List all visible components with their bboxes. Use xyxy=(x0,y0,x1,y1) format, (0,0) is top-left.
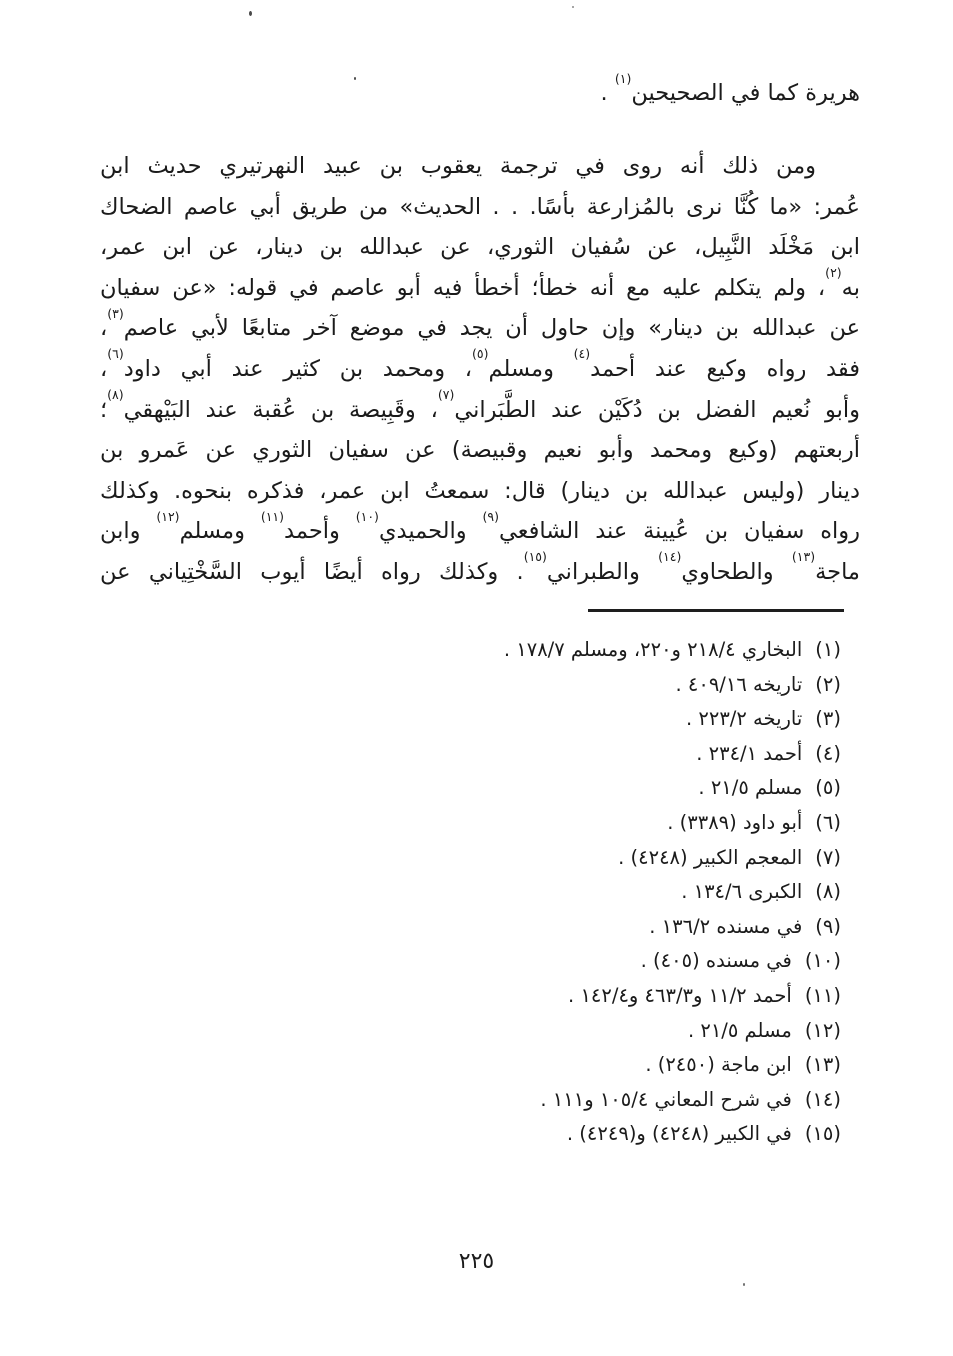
footnote-marker: (١٥) xyxy=(804,1122,841,1146)
text-line: وأبو نُعيم الفضل بن دُكَيْن عند الطَّبَراني$^{(٧)}$، وقَبِيصة بن عُقبة عند البَيْهقي$^{(٨)}$؛ xyxy=(100,387,860,423)
text-line: فقد رواه وكيع عند أحمد$^{(٤)}$ ومسلم$^{(٥)}$، ومحمد بن كثير عند أبي داود$^{(٦)}$، xyxy=(100,346,861,382)
footnote-ref: (١٢) xyxy=(156,508,180,524)
footnote-row xyxy=(60,1117,841,1152)
footnote-ref: (٧) xyxy=(437,387,455,403)
footnote-text: أبو داود (٣٣٨٩) . xyxy=(667,810,803,834)
text-line: عُمر: «ما كُنَّا نرى بالمُزارعة بأسًا. . . الحديث» من طريق أبي عاصم الضحاك xyxy=(100,193,860,220)
opening-line: هريرة كما في الصحيحين$^{(١)}$ . xyxy=(600,70,860,106)
footnote-marker: (٨) xyxy=(815,880,841,904)
footnote-text: في مسنده (٤٠٥) . xyxy=(640,949,792,973)
footnote-text: تاريخه ٤٠٩/١٦ . xyxy=(675,672,803,696)
footnote-ref: (١٣) xyxy=(791,549,816,565)
footnote-text: في الكبير (٤٢٤٨) و(٤٢٤٩) . xyxy=(566,1122,792,1146)
text-line: رواه سفيان بن عُيينة عند الشافعي$^{(٩)}$ والحميدي$^{(١٠)}$ وأحمد$^{(١١)}$ ومسلم$^{(١٢)}$ وابن xyxy=(100,508,860,545)
footnote-ref: (٤) xyxy=(573,346,591,362)
footnote-row xyxy=(60,702,841,737)
main-paragraph xyxy=(100,146,860,593)
footnote-text: في مسنده ١٣٦/٢ . xyxy=(649,914,803,938)
footnote-ref: (١) xyxy=(614,70,632,86)
footnote-text: أحمد ١١/٢ و٤٦٣/٣ و١٤٢/٤ . xyxy=(568,983,792,1007)
footnote-ref: (٥) xyxy=(472,346,489,362)
footnote-row xyxy=(60,737,841,772)
footnote-text: البخاري ٢١٨/٤ و٢٢٠، ومسلم ١٧٨/٧ . xyxy=(503,638,803,661)
footnote-ref: (١٤) xyxy=(658,549,682,565)
footnote-text: مسلم ٢١/٥ . xyxy=(687,1018,792,1042)
footnote-row xyxy=(60,944,841,979)
footnote-marker: (١١) xyxy=(804,983,841,1007)
footnote-text: الكبرى ١٣٤/٦ . xyxy=(681,880,803,904)
text-line: دينار (وليس عبدالله بن دينار) قال: سمعتُ ابن عمر، فذكره بنحوه. وكذلك xyxy=(100,477,860,504)
footnote-ref: (١٥) xyxy=(523,549,547,565)
footnote-marker: (١٤) xyxy=(804,1087,841,1111)
footnote-marker: (٢) xyxy=(815,672,841,696)
scan-speck xyxy=(249,11,252,16)
footnote-text: المعجم الكبير (٤٢٤٨) . xyxy=(618,845,803,869)
footnote-ref: (٦) xyxy=(107,346,124,362)
footnote-row xyxy=(60,841,841,876)
footnote-marker: (٧) xyxy=(815,845,841,869)
footnote-ref: (١٠) xyxy=(355,508,379,524)
footnote-marker: (٥) xyxy=(815,776,841,800)
footnote-ref: (٨) xyxy=(107,387,124,403)
footnote-row xyxy=(60,1048,841,1083)
text-line: ابن مَخْلَد النَّبِيل، عن سُفيان الثوري، عن عبدالله بن دينار، عن ابن عمر، xyxy=(100,234,860,261)
footnote-text: تاريخه ٢٢٣/٢ . xyxy=(685,707,803,731)
footnote-text: ابن ماجة (٢٤٥٠) . xyxy=(645,1053,792,1077)
scan-speck xyxy=(354,77,356,80)
footnote-marker: (١٢) xyxy=(804,1018,841,1042)
footnote-row xyxy=(60,771,841,806)
footnote-row xyxy=(60,1014,841,1049)
text-line: ماجة$^{(١٣)}$ والطحاوي$^{(١٤)}$ والطبراني$^{(١٥)}$. وكذلك رواه أيضًا أيوب السَّخْتِياني عن xyxy=(100,549,860,585)
footnote-row xyxy=(60,979,841,1014)
text-line: أربعتهم (وكيع ومحمد وأبو نعيم وقبيصة) عن سفيان الثوري عن عَمرو بن xyxy=(100,437,860,464)
footnote-marker: (١٣) xyxy=(804,1053,841,1077)
footnote-row xyxy=(60,668,841,703)
footnote-ref: (٩) xyxy=(482,508,499,524)
footnote-row xyxy=(60,806,841,841)
text-line: عن عبدالله بن دينار» وإن حاول أن يجد في موضع آخر متابعًا لأبي عاصم$^{(٣)}$، xyxy=(100,305,860,342)
scan-speck xyxy=(743,1283,745,1286)
footnote-separator xyxy=(588,609,844,612)
footnotes-block xyxy=(60,633,841,1152)
footnote-marker: (١) xyxy=(815,638,841,661)
footnote-marker: (٩) xyxy=(815,914,841,938)
footnote-marker: (٤) xyxy=(815,741,841,765)
footnote-text: مسلم ٢١/٥ . xyxy=(698,776,803,800)
footnote-row xyxy=(60,910,841,945)
footnote-text: في شرح المعاني ١٠٥/٤ و١١١ . xyxy=(540,1087,792,1111)
footnote-ref: (١١) xyxy=(260,508,285,524)
text-line: ومن ذلك أنه روى في ترجمة يعقوب بن عبيد النهرتيري حديث ابن xyxy=(100,153,816,179)
footnote-marker: (١٠) xyxy=(804,949,841,973)
footnote-text: أحمد ٢٣٤/١ . xyxy=(696,741,803,765)
scan-speck xyxy=(572,6,574,8)
footnote-row xyxy=(60,1083,841,1118)
page-number: ٢٢٥ xyxy=(458,1249,495,1274)
footnote-marker: (٦) xyxy=(815,810,841,834)
text-line: به$^{(٢)}$، ولم يتكلم عليه مع أنه خطأ؛ أخطأ فيه أبو عاصم في قوله: «عن سفيان xyxy=(100,265,860,301)
footnote-row xyxy=(60,633,841,668)
footnote-ref: (٢) xyxy=(825,265,842,281)
footnote-ref: (٣) xyxy=(107,305,124,321)
footnote-marker: (٣) xyxy=(815,707,841,731)
footnote-row xyxy=(60,875,841,910)
